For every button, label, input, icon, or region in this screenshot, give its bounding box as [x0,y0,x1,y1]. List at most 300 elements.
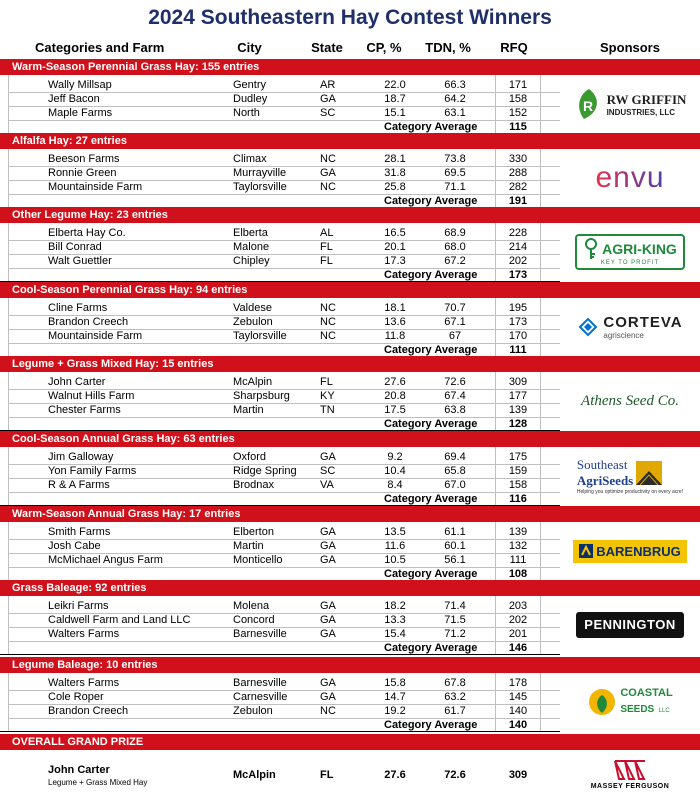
cell-farm: Caldwell Farm and Land LLC [48,614,191,626]
cell-state: GA [320,93,336,105]
cell-state: GA [320,451,336,463]
sponsor-name: BARENBRUG [596,543,681,559]
table-row [0,375,560,389]
cell-city: Concord [233,614,275,626]
table-row [0,240,560,254]
sponsor-subtitle: agriscience [603,331,644,340]
category-average-row [0,718,560,732]
category-title: Warm-Season Perennial Grass Hay: 155 entries [0,59,700,75]
cell-rfq: 288 [508,167,528,179]
table-row [0,403,560,417]
cell-state: VA [320,479,334,491]
header-cp: CP, % [366,40,402,55]
cell-city: Barnesville [233,677,287,689]
sponsor-logo [560,596,700,654]
cell-state: GA [320,554,336,566]
category-average-row [0,417,560,431]
table-row [0,676,560,690]
cell-rfq: 159 [508,465,528,477]
cell-rfq: 158 [508,479,528,491]
grand-prize-category: Legume + Grass Mixed Hay [48,778,148,787]
cell-city: Zebulon [233,705,273,717]
cell-rfq: 202 [508,255,528,267]
massey-ferguson-logo [560,752,700,797]
cell-tdn: 67 [448,330,462,342]
barenbrug-icon [579,544,593,558]
cell-cp: 17.3 [384,255,406,267]
category-average-value: 115 [509,121,527,133]
cell-cp: 28.1 [384,153,406,165]
table-row [0,152,560,166]
category-average-row [0,343,560,357]
category-title: Cool-Season Annual Grass Hay: 63 entries [0,431,700,447]
cell-city: Oxford [233,451,267,463]
category-section [0,657,700,731]
grand-prize-section [0,734,700,797]
cell-tdn: 64.2 [444,93,466,105]
cell-tdn: 67.1 [444,316,466,328]
cell-cp: 31.8 [384,167,406,179]
header-city: City [237,40,262,55]
cell-farm: Maple Farms [48,107,113,119]
cell-tdn: 67.0 [444,479,466,491]
triple-triangle-icon [613,759,647,781]
category-average-value: 146 [508,642,528,654]
grid-line [8,223,9,281]
table-row [0,301,560,315]
cell-cp: 19.2 [384,705,406,717]
grid-line [8,522,9,580]
cell-tdn: 67.2 [444,255,466,267]
grid-line [495,673,496,731]
header-rfq: RFQ [500,40,528,55]
category-average-value: 173 [508,269,528,281]
cell-city: Sharpsburg [233,390,290,402]
table-row [0,613,560,627]
sponsor-logo [560,673,700,731]
header-farm: Categories and Farm [35,40,165,55]
category-average-value: 108 [508,568,528,580]
category-average-label: Category Average [384,642,478,654]
cell-state: FL [320,255,333,267]
cell-farm: Beeson Farms [48,153,120,165]
table-row [0,78,560,92]
cell-rfq: 173 [508,316,528,328]
cell-tdn: 71.5 [444,614,466,626]
grid-line [495,75,496,133]
category-average-value: 128 [508,418,528,430]
cell-state: FL [320,241,333,253]
grand-prize-city: McAlpin [233,769,276,781]
cell-rfq: 171 [508,79,528,91]
cell-state: GA [320,677,336,689]
header-sponsors: Sponsors [600,40,660,55]
cell-tdn: 68.9 [444,227,466,239]
cell-tdn: 67.4 [444,390,466,402]
cell-city: Carnesville [233,691,288,703]
cell-city: Barnesville [233,628,287,640]
grand-prize-farm: John Carter [48,764,110,776]
grand-prize-rfq: 309 [508,769,528,781]
cell-state: NC [320,181,336,193]
massey-ferguson-label: MASSEY FERGUSON [590,783,670,790]
grid-line [540,149,541,207]
cell-state: GA [320,167,336,179]
grid-line [495,372,496,430]
cell-cp: 16.5 [384,227,406,239]
table-row [0,226,560,240]
cell-cp: 20.1 [384,241,406,253]
table-row [0,553,560,567]
cell-farm: Walnut Hills Farm [48,390,135,402]
cell-tdn: 72.6 [444,376,466,388]
cell-city: Martin [233,404,264,416]
cell-tdn: 65.8 [444,465,466,477]
category-average-label: Category Average [384,418,478,430]
cell-tdn: 71.1 [444,181,466,193]
category-section [0,59,700,133]
cell-tdn: 70.7 [444,302,466,314]
table-row [0,464,560,478]
cell-cp: 17.5 [384,404,406,416]
category-section [0,431,700,505]
sponsor-name: Southeast [576,457,628,472]
cell-city: Gentry [233,79,267,91]
cell-rfq: 152 [508,107,528,119]
category-section [0,207,700,281]
grid-line [495,298,496,356]
cell-farm: Bill Conrad [48,241,102,253]
grid-line [495,522,496,580]
cell-cp: 25.8 [384,181,406,193]
cell-state: GA [320,691,336,703]
cell-cp: 18.1 [384,302,406,314]
cell-farm: Cole Roper [48,691,104,703]
cell-farm: Brandon Creech [48,705,129,717]
category-title: Alfalfa Hay: 27 entries [0,133,700,149]
cell-state: SC [320,465,336,477]
sun-leaf-icon [587,687,617,717]
cell-rfq: 201 [508,628,528,640]
cell-rfq: 309 [508,376,528,388]
cell-cp: 14.7 [384,691,406,703]
sponsor-suffix: LLC [658,708,670,714]
cell-state: NC [320,330,336,342]
cell-farm: Ronnie Green [48,167,117,179]
cell-cp: 13.3 [384,614,406,626]
cell-state: NC [320,153,336,165]
cell-state: NC [320,302,336,314]
cell-state: NC [320,316,336,328]
header-state: State [311,40,343,55]
sponsor-logo [560,298,700,356]
cell-cp: 13.5 [384,526,406,538]
cell-cp: 11.8 [384,330,406,342]
cell-farm: Cline Farms [48,302,108,314]
cell-farm: Jeff Bacon [48,93,100,105]
cell-farm: Elberta Hay Co. [48,227,126,239]
sponsor-name: envu [595,161,665,194]
leaf-r-icon [574,87,604,121]
cell-state: GA [320,526,336,538]
category-title: Warm-Season Annual Grass Hay: 17 entries [0,506,700,522]
category-average-row [0,268,560,282]
table-row [0,254,560,268]
cell-city: Elberton [233,526,274,538]
grid-line [495,149,496,207]
cell-rfq: 228 [508,227,528,239]
cell-state: TN [320,404,335,416]
cell-city: Taylorsville [233,330,287,342]
grand-prize-cp: 27.6 [384,769,406,781]
cell-tdn: 69.4 [444,451,466,463]
cell-rfq: 170 [508,330,528,342]
cell-state: GA [320,600,336,612]
cell-rfq: 202 [508,614,528,626]
category-section [0,506,700,580]
cell-state: KY [320,390,335,402]
cell-tdn: 71.4 [444,600,466,612]
cell-rfq: 132 [508,540,528,552]
category-average-label: Category Average [384,269,478,281]
cell-farm: R & A Farms [48,479,110,491]
category-average-row [0,567,560,581]
cell-city: Murrayville [233,167,287,179]
grand-prize-state: FL [320,769,334,781]
sponsor-logo [560,522,700,580]
cell-farm: Josh Cabe [48,540,101,552]
category-section [0,580,700,654]
category-average-value: 111 [509,344,527,356]
cell-tdn: 61.1 [444,526,466,538]
cell-farm: Brandon Creech [48,316,129,328]
cell-cp: 22.0 [384,79,406,91]
category-average-label: Category Average [384,568,478,580]
cell-state: AR [320,79,336,91]
cell-cp: 8.4 [387,479,403,491]
grid-line [495,223,496,281]
category-average-value: 116 [509,493,527,505]
table-row [0,525,560,539]
cell-cp: 18.7 [384,93,406,105]
sponsor-subtitle: KEY TO PROFIT [600,260,660,266]
table-row [0,389,560,403]
cell-city: Brodnax [233,479,274,491]
category-average-row [0,194,560,208]
section-divider [0,654,560,655]
table-row [0,704,560,718]
cell-cp: 10.4 [384,465,406,477]
cell-cp: 15.4 [384,628,406,640]
sponsor-name: Athens Seed Co. [581,392,679,409]
sponsor-subtitle: SEEDS [620,704,655,715]
cell-tdn: 61.7 [444,705,466,717]
cell-tdn: 69.5 [444,167,466,179]
cell-tdn: 68.0 [444,241,466,253]
grid-line [540,75,541,133]
field-icon [636,461,662,485]
cell-farm: Jim Galloway [48,451,114,463]
cell-cp: 18.2 [384,600,406,612]
sponsor-subtitle: INDUSTRIES, LLC [606,107,676,117]
page-title: 2024 Southeastern Hay Contest Winners [148,6,552,29]
cell-rfq: 214 [508,241,528,253]
category-average-row [0,492,560,506]
category-section [0,133,700,207]
cell-tdn: 71.2 [444,628,466,640]
cell-cp: 10.5 [384,554,406,566]
cell-tdn: 60.1 [444,540,466,552]
cell-rfq: 158 [508,93,528,105]
sponsor-logo [560,447,700,505]
cell-tdn: 63.2 [444,691,466,703]
cell-rfq: 203 [508,600,528,612]
cell-tdn: 63.8 [444,404,466,416]
grid-line [8,447,9,505]
category-average-label: Category Average [384,493,478,505]
grid-line [540,522,541,580]
sponsor-tagline: Helping you optimize productivity on every acre! [576,489,684,495]
cell-farm: Wally Millsap [48,79,112,91]
cell-city: McAlpin [233,376,273,388]
cell-rfq: 177 [508,390,528,402]
cell-cp: 15.8 [384,677,406,689]
cell-farm: Smith Farms [48,526,111,538]
cell-farm: Walters Farms [48,628,120,640]
category-section [0,356,700,430]
corteva-icon [577,316,599,338]
table-row [0,315,560,329]
table-row [0,690,560,704]
grid-line [495,596,496,654]
cell-state: GA [320,614,336,626]
table-row [0,478,560,492]
grid-line [8,298,9,356]
cell-city: Molena [233,600,270,612]
sponsor-logo [560,149,700,207]
sponsor-logo [560,372,700,430]
category-average-label: Category Average [384,195,478,207]
header-tdn: TDN, % [425,40,471,55]
grid-line [8,75,9,133]
cell-farm: Leikri Farms [48,600,109,612]
table-row [0,92,560,106]
sponsor-logo [560,223,700,281]
cell-state: AL [320,227,334,239]
cell-rfq: 145 [508,691,528,703]
sponsor-name: CORTEVA [603,314,683,331]
grid-line [540,372,541,430]
cell-cp: 27.6 [384,376,406,388]
section-divider [0,731,560,732]
table-row [0,180,560,194]
cell-rfq: 330 [508,153,528,165]
cell-state: FL [320,376,333,388]
table-row [0,329,560,343]
cell-tdn: 66.3 [444,79,466,91]
sponsor-name: PENNINGTON [584,617,676,632]
cell-tdn: 73.8 [444,153,466,165]
cell-city: Climax [233,153,267,165]
cell-cp: 13.6 [384,316,406,328]
cell-rfq: 178 [508,677,528,689]
grid-line [540,596,541,654]
category-average-label: Category Average [384,344,478,356]
category-title: Cool-Season Perennial Grass Hay: 94 entries [0,282,700,298]
cell-state: GA [320,628,336,640]
grid-line [8,673,9,731]
grid-line [8,372,9,430]
cell-city: North [233,107,260,119]
cell-city: Martin [233,540,264,552]
grid-line [8,596,9,654]
sponsor-logo [560,75,700,133]
category-section [0,282,700,356]
cell-city: Elberta [233,227,268,239]
cell-rfq: 282 [508,181,528,193]
category-title: Legume + Grass Mixed Hay: 15 entries [0,356,700,372]
cell-city: Taylorsville [233,181,287,193]
cell-farm: John Carter [48,376,106,388]
grand-prize-title: OVERALL GRAND PRIZE [0,734,700,750]
sponsor-subtitle: AgriSeeds [576,473,634,488]
category-title: Grass Baleage: 92 entries [0,580,700,596]
cell-farm: Walt Guettler [48,255,112,267]
grid-line [8,149,9,207]
cell-rfq: 139 [508,526,528,538]
category-title: Other Legume Hay: 23 entries [0,207,700,223]
cell-rfq: 111 [509,554,527,566]
table-row [0,539,560,553]
cell-farm: Yon Family Farms [48,465,137,477]
key-icon [583,238,599,260]
cell-cp: 9.2 [387,451,403,463]
category-average-value: 140 [508,719,528,731]
cell-city: Ridge Spring [233,465,297,477]
cell-farm: McMichael Angus Farm [48,554,163,566]
table-row [0,166,560,180]
cell-tdn: 63.1 [444,107,466,119]
cell-cp: 20.8 [384,390,406,402]
grid-line [495,447,496,505]
table-header [0,40,700,58]
category-average-row [0,641,560,655]
cell-rfq: 139 [508,404,528,416]
grid-line [540,673,541,731]
cell-farm: Walters Farms [48,677,120,689]
table-row [0,599,560,613]
sponsor-name: COASTAL [620,687,673,699]
cell-cp: 15.1 [384,107,406,119]
cell-rfq: 175 [508,451,528,463]
cell-city: Zebulon [233,316,273,328]
cell-farm: Mountainside Farm [48,181,143,193]
cell-city: Monticello [233,554,283,566]
category-average-value: 191 [508,195,528,207]
grid-line [540,298,541,356]
grid-line [540,447,541,505]
category-title: Legume Baleage: 10 entries [0,657,700,673]
cell-cp: 11.6 [384,540,406,552]
svg-text:R: R [582,98,593,114]
grid-line [540,223,541,281]
table-row [0,106,560,120]
cell-tdn: 67.8 [444,677,466,689]
cell-city: Dudley [233,93,268,105]
cell-rfq: 140 [508,705,528,717]
category-average-row [0,120,560,134]
cell-rfq: 195 [508,302,528,314]
